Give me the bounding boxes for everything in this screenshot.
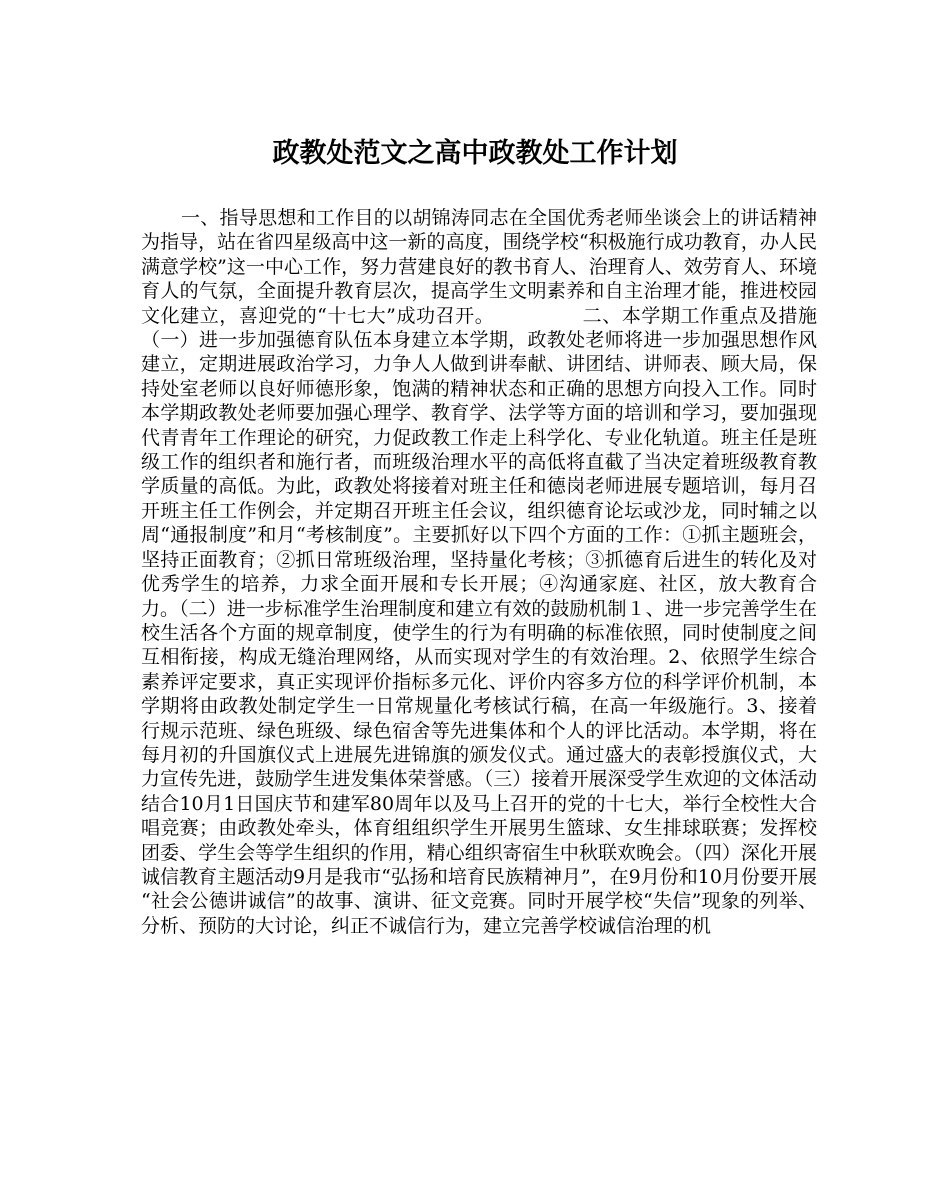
document-title: 政教处范文之高中政教处工作计划	[272, 138, 678, 169]
document-body: 一、指导思想和工作目的以胡锦涛同志在全国优秀老师坐谈会上的讲话精神为指导，站在省四星级高中这一新的高度，围绕学校“积极施行成功教育，办人民满意学校”这一中心工作，努力营建良好的教书育人、治理育人、效劳育人、环境育人的气氛，全面提升教育层次，提高学生文明素养和自主治理才能，推进校园文化建立，喜迎党的“十七大”成功召开。 二、本学期工作重点及措施（一）进一步加强德育队伍本身建立本学期，政教处老师将进一步加强思想作风建立，定期进展政治学习，力争人人做到讲奉献、讲团结、讲师表、顾大局，保持处室老师以良好师德形象，饱满的精神状态和正确的思想方向投入工作。同时本学期政教处老师要加强心理学、教育学、法学等方面的培训和学习，要加强现代青青年工作理论的研究，力促政教工作走上科学化、专业化轨道。班主任是班级工作的组织者和施行者，而班级治理水平的高低将直截了当决定着班级教育教学质量的高低。为此，政教处将接着对班主任和德岗老师进展专题培训，每月召开班主任工作例会，并定期召开班主任会议，组织德育论坛或沙龙，同时辅之以周“通报制度”和月“考核制度”。主要抓好以下四个方面的工作：①抓主题班会，坚持正面教育；②抓日常班级治理，坚持量化考核；③抓德育后进生的转化及对优秀学生的培养，力求全面开展和专长开展；④沟通家庭、社区，放大教育合力。（二）进一步标准学生治理制度和建立有效的鼓励机制１、进一步完善学生在校生活各个方面的规章制度，使学生的行为有明确的标准依照，同时使制度之间互相衔接，构成无缝治理网络，从而实现对学生的有效治理。2、依照学生综合素养评定要求，真正实现评价指标多元化、评价内容多方位的科学评价机制，本学期将由政教处制定学生一日常规量化考核试行稿，在高一年级施行。3、接着行规示范班、绿色班级、绿色宿舍等先进集体和个人的评比活动。本学期，将在每月初的升国旗仪式上进展先进锦旗的颁发仪式。通过盛大的表彰授旗仪式，大力宣传先进，鼓励学生进发集体荣誉感。（三）接着开展深受学生欢迎的文体活动结合10月1日国庆节和建军80周年以及马上召开的党的十七大，举行全校性大合唱竞赛；由政教处牵头，体育组组织学生开展男生篮球、女生排球联赛；发挥校团委、学生会等学生组织的作用，精心组织寄宿生中秋联欢晚会。（四）深化开展诚信教育主题活动9月是我市“弘扬和培育民族精神月”，在9月份和10月份要开展 “社会公德讲诚信”的故事、演讲、征文竞赛。同时开展学校“失信”现象的列举、分析、预防的大讨论，纠正不诚信行为，建立完善学校诚信治理的机	[141, 207, 817, 937]
